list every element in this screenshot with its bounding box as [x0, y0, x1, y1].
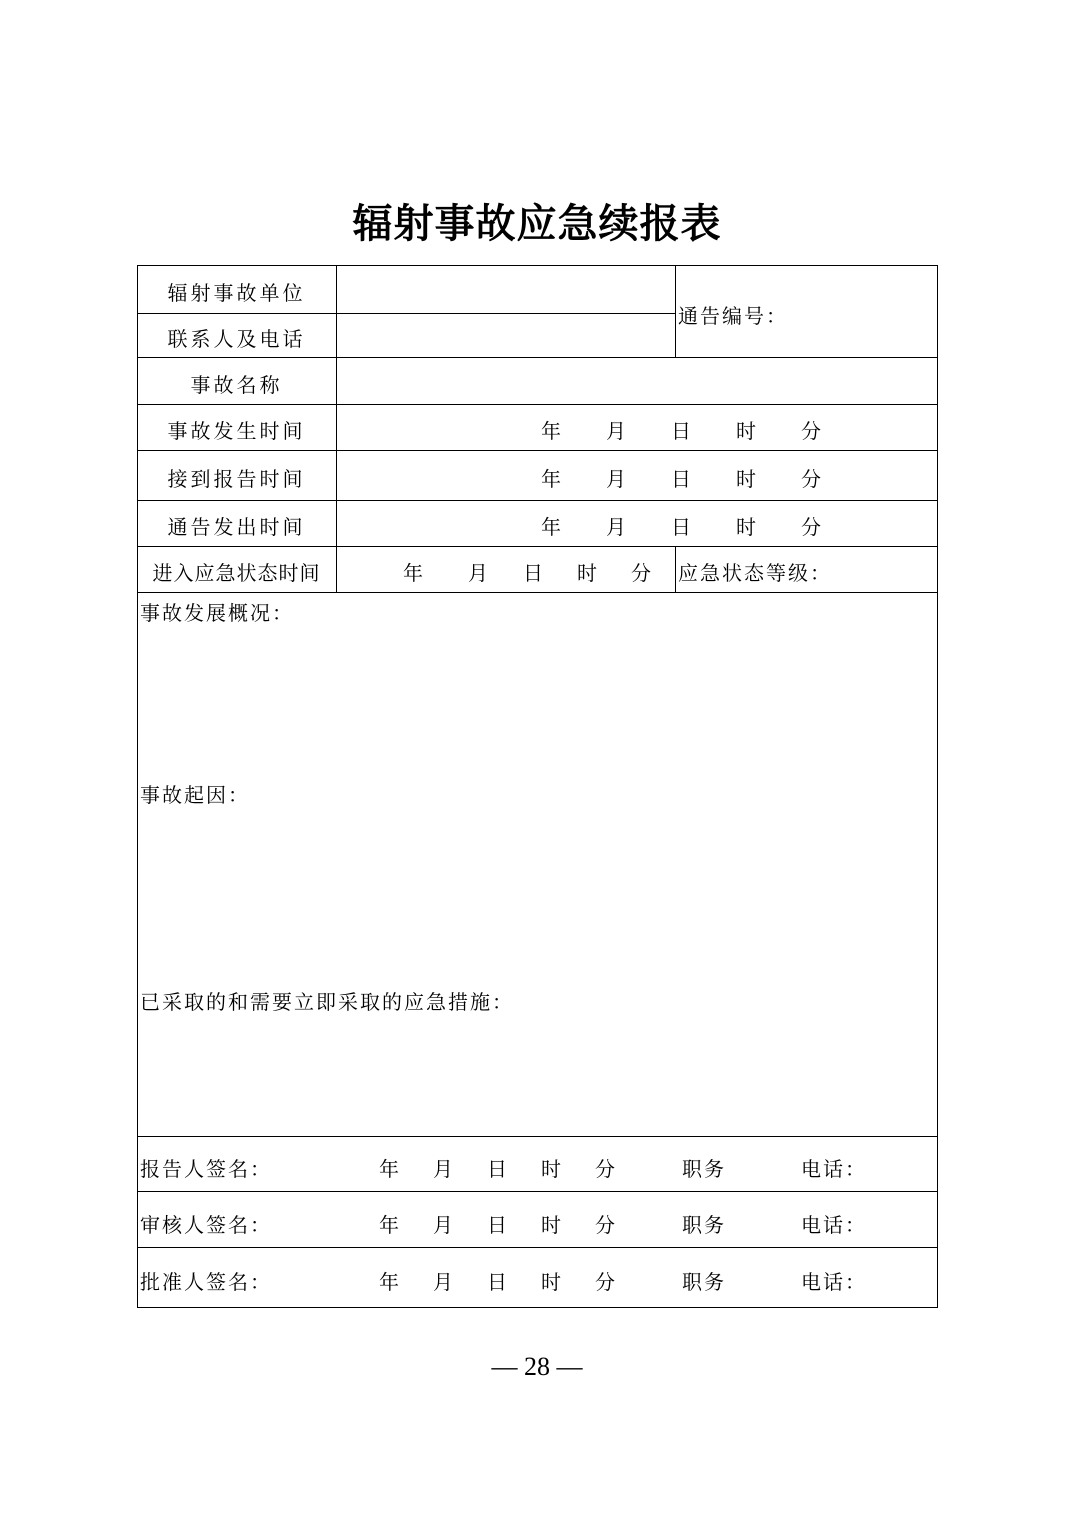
- approver-position-label: 职务: [682, 1270, 726, 1294]
- occur-day-unit: 日: [671, 419, 693, 443]
- issued-minute-unit: 分: [801, 515, 823, 539]
- occur-minute-unit: 分: [801, 419, 823, 443]
- emergency-level-label: 应急状态等级：: [678, 561, 832, 585]
- reviewer-hour-unit: 时: [541, 1213, 563, 1237]
- reviewer-minute-unit: 分: [595, 1213, 617, 1237]
- reviewer-year-unit: 年: [379, 1213, 401, 1237]
- reporter-hour-unit: 时: [541, 1157, 563, 1181]
- reporter-day-unit: 日: [487, 1157, 509, 1181]
- approver-day-unit: 日: [487, 1270, 509, 1294]
- emergency-year-unit: 年: [403, 561, 425, 585]
- cause-label: 事故起因：: [140, 783, 250, 807]
- reviewer-signature-label: 审核人签名：: [140, 1213, 272, 1237]
- emergency-hour-unit: 时: [577, 561, 599, 585]
- emergency-day-unit: 日: [523, 561, 545, 585]
- reporter-position-label: 职务: [682, 1157, 726, 1181]
- received-year-unit: 年: [541, 467, 563, 491]
- emergency-month-unit: 月: [468, 561, 490, 585]
- occur-hour-unit: 时: [736, 419, 758, 443]
- reporter-minute-unit: 分: [595, 1157, 617, 1181]
- occur-month-unit: 月: [606, 419, 628, 443]
- notice-number-label: 通告编号：: [678, 304, 788, 328]
- reviewer-position-label: 职务: [682, 1213, 726, 1237]
- approver-month-unit: 月: [433, 1270, 455, 1294]
- occur-year-unit: 年: [541, 419, 563, 443]
- reporter-signature-label: 报告人签名：: [140, 1157, 272, 1181]
- reviewer-day-unit: 日: [487, 1213, 509, 1237]
- report-form: [137, 265, 938, 1308]
- reporter-month-unit: 月: [433, 1157, 455, 1181]
- issued-month-unit: 月: [606, 515, 628, 539]
- page-title: 辐射事故应急续报表: [352, 200, 722, 247]
- received-day-unit: 日: [671, 467, 693, 491]
- received-month-unit: 月: [606, 467, 628, 491]
- reporter-year-unit: 年: [379, 1157, 401, 1181]
- reviewer-phone-label: 电话：: [801, 1213, 867, 1237]
- approver-hour-unit: 时: [541, 1270, 563, 1294]
- notice-issued-label: 通告发出时间: [167, 515, 306, 539]
- received-hour-unit: 时: [736, 467, 758, 491]
- unit-label: 辐射事故单位: [167, 281, 306, 305]
- issued-day-unit: 日: [671, 515, 693, 539]
- page-number: — 28 —: [491, 1352, 583, 1381]
- emergency-minute-unit: 分: [631, 561, 653, 585]
- contact-label: 联系人及电话: [167, 327, 306, 351]
- received-minute-unit: 分: [801, 467, 823, 491]
- occur-time-label: 事故发生时间: [167, 419, 306, 443]
- approver-phone-label: 电话：: [801, 1270, 867, 1294]
- development-label: 事故发展概况：: [140, 601, 294, 625]
- measures-label: 已采取的和需要立即采取的应急措施：: [140, 990, 514, 1014]
- reporter-phone-label: 电话：: [801, 1157, 867, 1181]
- approver-year-unit: 年: [379, 1270, 401, 1294]
- issued-hour-unit: 时: [736, 515, 758, 539]
- reviewer-month-unit: 月: [433, 1213, 455, 1237]
- accident-name-label: 事故名称: [190, 373, 283, 397]
- approver-minute-unit: 分: [595, 1270, 617, 1294]
- emergency-enter-label: 进入应急状态时间: [152, 561, 321, 585]
- issued-year-unit: 年: [541, 515, 563, 539]
- approver-signature-label: 批准人签名：: [140, 1270, 272, 1294]
- report-received-label: 接到报告时间: [167, 467, 306, 491]
